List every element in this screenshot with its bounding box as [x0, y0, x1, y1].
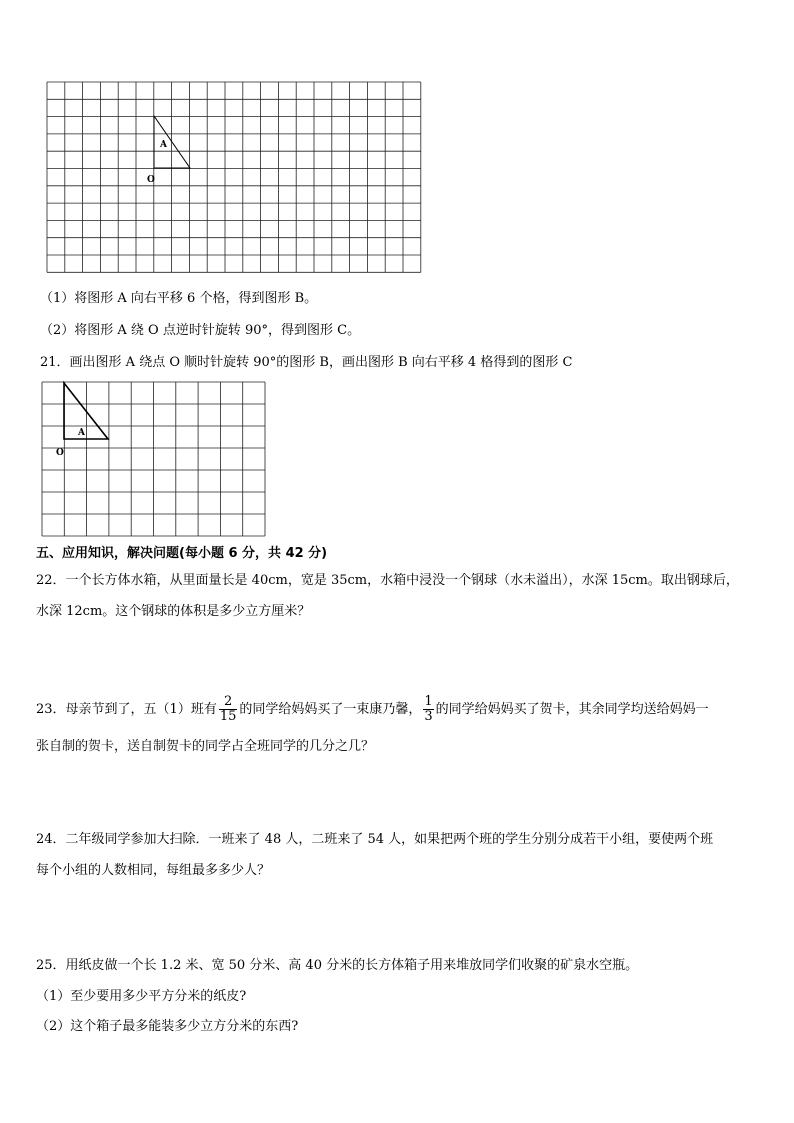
grid-figure-1 — [46, 81, 426, 275]
section-five-title: 五、应用知识，解决问题(每小题 6 分，共 42 分) — [36, 546, 328, 561]
q24-line1: 24．二年级同学参加大扫除．一班来了 48 人，二班来了 54 人，如果把两个班的学生分别分成若干小组，要使两个班 — [36, 832, 714, 847]
fraction-denominator: 3 — [424, 709, 433, 724]
fraction-denominator: 15 — [219, 709, 237, 724]
q24-line2: 每个小组的人数相同，每组最多多少人？ — [36, 863, 271, 878]
fraction-numerator: 1 — [424, 694, 433, 709]
q23-middle: 的同学给妈妈买了一束康乃馨， — [239, 702, 422, 717]
q25-part1: （1）至少要用多少平方分米的纸皮? — [36, 989, 247, 1004]
q25-part2: （2）这个箱子最多能装多少立方分米的东西? — [36, 1019, 299, 1034]
q23-line1 — [36, 692, 709, 728]
q23-line2: 张自制的贺卡，送自制贺卡的同学占全班同学的几分之几？ — [36, 739, 375, 754]
point-label-o: O — [147, 175, 155, 185]
q20-part1: （1）将图形 A 向右平移 6 个格，得到图形 B。 — [40, 291, 318, 306]
point-label-o: O — [56, 448, 64, 458]
fraction-1-3 — [423, 695, 433, 724]
q25-line1: 25．用纸皮做一个长 1.2 米、宽 50 分米、高 40 分米的长方体箱子用来堆放同学们收聚的矿泉水空瓶。 — [36, 958, 639, 973]
fraction-2-15 — [219, 695, 238, 724]
q20-part2: （2）将图形 A 绕 O 点逆时针旋转 90°，得到图形 C。 — [40, 323, 361, 338]
q22-line1: 22．一个长方体水箱，从里面量长是 40cm，宽是 35cm，水箱中浸没一个钢球（水未溢出），水深 15cm。取出钢球后， — [36, 573, 739, 588]
fraction-numerator: 2 — [219, 695, 238, 710]
shape-label-a: A — [160, 140, 167, 150]
q23-prefix: 23．母亲节到了，五（1）班有 — [36, 702, 217, 717]
shape-label-a: A — [78, 428, 85, 438]
q21-text: 21．画出图形 A 绕点 O 顺时针旋转 90°的图形 B，画出图形 B 向右平移 4 格得到的图形 C — [40, 355, 573, 370]
q23-suffix: 的同学给妈妈买了贺卡，其余同学均送给妈妈一 — [435, 702, 709, 717]
grid-figure-2 — [40, 380, 270, 540]
triangle-a — [64, 383, 108, 439]
q22-line2: 水深 12cm。这个钢球的体积是多少立方厘米？ — [36, 604, 311, 619]
